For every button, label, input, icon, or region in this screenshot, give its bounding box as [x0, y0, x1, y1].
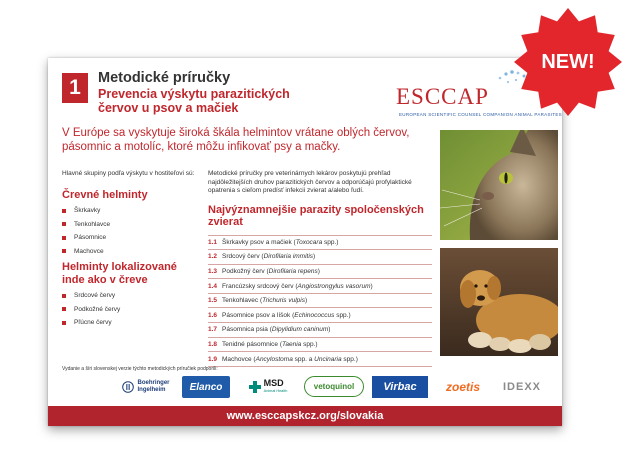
list-item: Machovce — [62, 248, 202, 255]
new-badge-text: NEW! — [541, 51, 595, 73]
msd-icon — [249, 381, 261, 393]
boehringer-logo — [116, 376, 176, 398]
new-badge — [512, 6, 624, 118]
list-item: Tenkohlavce — [62, 221, 202, 228]
footer-url[interactable]: www.esccapskcz.org/slovakia — [48, 406, 562, 426]
elanco-logo: Elanco — [182, 376, 230, 398]
intro-text: V Európe sa vyskytuje široká škála helmintov vrátane oblých červov, pásomnic a motolíc, ktoré môžu infikovať psy a mačky. — [62, 127, 410, 153]
leaflet-card — [48, 58, 562, 426]
section-intestinal: Črevné helminty — [62, 188, 148, 201]
middle-column — [208, 170, 432, 367]
boehringer-name-2: Ingelheim — [137, 387, 166, 393]
parasite-row: 1.5 Tenkohlavec (Trichuris vulpis) — [208, 294, 432, 309]
groups-note: Hlavné skupiny podľa výskytu v hostiteľovi sú: — [62, 170, 195, 177]
guide-subtitle: Prevencia výskytu parazitických červov u psov a mačiek — [98, 87, 290, 115]
extraintestinal-list — [62, 292, 202, 326]
msd-name: MSD — [263, 378, 284, 388]
left-column — [62, 170, 202, 333]
boehringer-icon — [122, 381, 134, 393]
list-item: Pásomnice — [62, 234, 202, 241]
esccap-logo: ESCCAP — [396, 84, 489, 109]
guide-number: 1 — [62, 73, 88, 103]
guide-title: Metodické príručky — [98, 70, 231, 86]
parasite-row: 1.9 Machovce (Ancylostoma spp. a Uncinaria spp.) — [208, 352, 432, 367]
list-item: Podkožné červy — [62, 306, 202, 313]
dog-puppies-photo — [440, 248, 558, 356]
msd-sub: Animal Health — [263, 389, 288, 393]
parasite-row: 1.2 Srdcový červ (Dirofilaria immitis) — [208, 250, 432, 265]
msd-logo — [240, 376, 296, 398]
parasite-row: 1.7 Pásomnica psia (Dipylidium caninum) — [208, 323, 432, 338]
virbac-logo: Virbac — [372, 376, 428, 398]
parasite-row: 1.8 Tenidné pásomnice (Taenia spp.) — [208, 338, 432, 353]
boehringer-name-1: Boehringer — [137, 380, 170, 386]
esccap-tagline: EUROPEAN SCIENTIFIC COUNSEL COMPANION ANIMAL PARASITES — [399, 112, 562, 117]
parasite-row: 1.4 Francúzsky srdcový červ (Angiostrongylus vasorum) — [208, 279, 432, 294]
sponsor-logos — [116, 376, 556, 400]
vetoquinol-logo: vetoquinol — [304, 376, 364, 397]
list-item: Srdcové červy — [62, 292, 202, 299]
list-item: Pľúcne červy — [62, 319, 202, 326]
parasites-heading: Najvýznamnejšie parazity spoločenských zvierat — [208, 203, 424, 228]
parasite-row: 1.3 Podkožný červ (Dirofilaria repens) — [208, 265, 432, 280]
parasite-list — [208, 235, 432, 367]
guide-description: Metodické príručky pre veterinárnych lekárov poskytujú prehľad najdôležitejších druhov parazitických červov a odporúčajú profylaktické opatrenia s cieľom predísť infekcii zvierat a/alebo ľudí. — [208, 170, 412, 194]
parasite-row: 1.6 Pásomnice psov a líšok (Echinococcus spp.) — [208, 308, 432, 323]
cat-photo — [440, 130, 558, 240]
section-extraintestinal: Helminty lokalizované inde ako v čreve — [62, 261, 177, 286]
list-item: Škrkavky — [62, 207, 202, 214]
zoetis-logo: zoetis — [445, 380, 480, 394]
idexx-logo: IDEXX — [502, 381, 541, 393]
sponsor-line: Vydanie a šíri slovenskej verzie týchto metodických príručiek podporili: — [62, 366, 218, 372]
intestinal-list — [62, 207, 202, 255]
parasite-row: 1.1 Škrkavky psov a mačiek (Toxocara spp.) — [208, 235, 432, 251]
